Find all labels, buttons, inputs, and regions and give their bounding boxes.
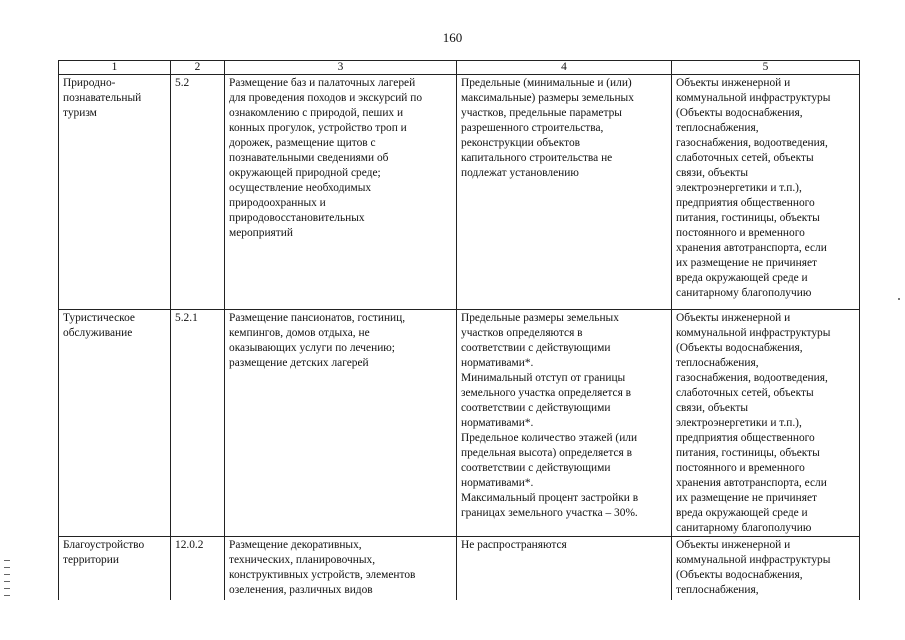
table-row bbox=[59, 537, 860, 601]
land-use-description-cell: Размещение баз и палаточных лагерей для проведения походов и экскурсий по ознакомлению с природой, пеших и конных прогулок, устройство троп и дорожек, размещение щитов с познавательными сведениями об окружающей природной среде; осуществление необходимых природоохранных и природовосстановительных мероприятий bbox=[225, 75, 457, 310]
land-use-name-cell: Туристическое обслуживание bbox=[59, 310, 171, 537]
table-row bbox=[59, 310, 860, 537]
allowed-objects-cell: Объекты инженерной и коммунальной инфраструктуры (Объекты водоснабжения, теплоснабжения, bbox=[672, 537, 860, 601]
land-use-code-cell: 12.0.2 bbox=[171, 537, 225, 601]
allowed-objects-cell: Объекты инженерной и коммунальной инфраструктуры (Объекты водоснабжения, теплоснабжения, газоснабжения, водоотведения, слаботочных сетей, объекты связи, объекты электроэнергетики и т.п.), предприятия общественного питания, гостиницы, объекты постоянного и временного хранения автотранспорта, если их размещение не причиняет вреда окружающей среде и санитарному благополучию bbox=[672, 75, 860, 310]
column-header: 5 bbox=[672, 61, 860, 75]
land-use-description-cell: Размещение пансионатов, гостиниц, кемпингов, домов отдыха, не оказывающих услуги по лечению; размещение детских лагерей bbox=[225, 310, 457, 537]
land-use-code-cell: 5.2.1 bbox=[171, 310, 225, 537]
parameters-cell: Предельные размеры земельных участков определяются в соответствии с действующими нормативами*. Минимальный отступ от границы земельного участка определяется в соответствии с действующими нормативами*. Предельное количество этажей (или предельная высота) определяется в соответствии с действующими нормативами*. Максимальный процент застройки в границах земельного участка – 30%. bbox=[457, 310, 672, 537]
parameters-cell: Предельные (минимальные и (или) максимальные) размеры земельных участков, предельные параметры разрешенного строительства, реконструкции объектов капитального строительства не подлежат установлению bbox=[457, 75, 672, 310]
column-header: 1 bbox=[59, 61, 171, 75]
table-header-row bbox=[59, 61, 860, 75]
scan-edge-marks bbox=[4, 560, 10, 620]
land-use-name-cell: Благоустройство территории bbox=[59, 537, 171, 601]
allowed-objects-cell: Объекты инженерной и коммунальной инфраструктуры (Объекты водоснабжения, теплоснабжения, газоснабжения, водоотведения, слаботочных сетей, объекты связи, объекты электроэнергетики и т.п.), предприятия общественного питания, гостиницы, объекты постоянного и временного хранения автотранспорта, если их размещение не причиняет вреда окружающей среде и санитарному благополучию bbox=[672, 310, 860, 537]
parameters-cell: Не распространяются bbox=[457, 537, 672, 601]
column-header: 2 bbox=[171, 61, 225, 75]
land-use-name-cell: Природно- познавательный туризм bbox=[59, 75, 171, 310]
column-header: 4 bbox=[457, 61, 672, 75]
land-use-description-cell: Размещение декоративных, технических, планировочных, конструктивных устройств, элементов озеленения, различных видов bbox=[225, 537, 457, 601]
scan-speck bbox=[898, 298, 900, 300]
column-header: 3 bbox=[225, 61, 457, 75]
table-row bbox=[59, 75, 860, 310]
page-number: 160 bbox=[442, 30, 463, 45]
land-use-table bbox=[58, 60, 860, 600]
land-use-code-cell: 5.2 bbox=[171, 75, 225, 310]
